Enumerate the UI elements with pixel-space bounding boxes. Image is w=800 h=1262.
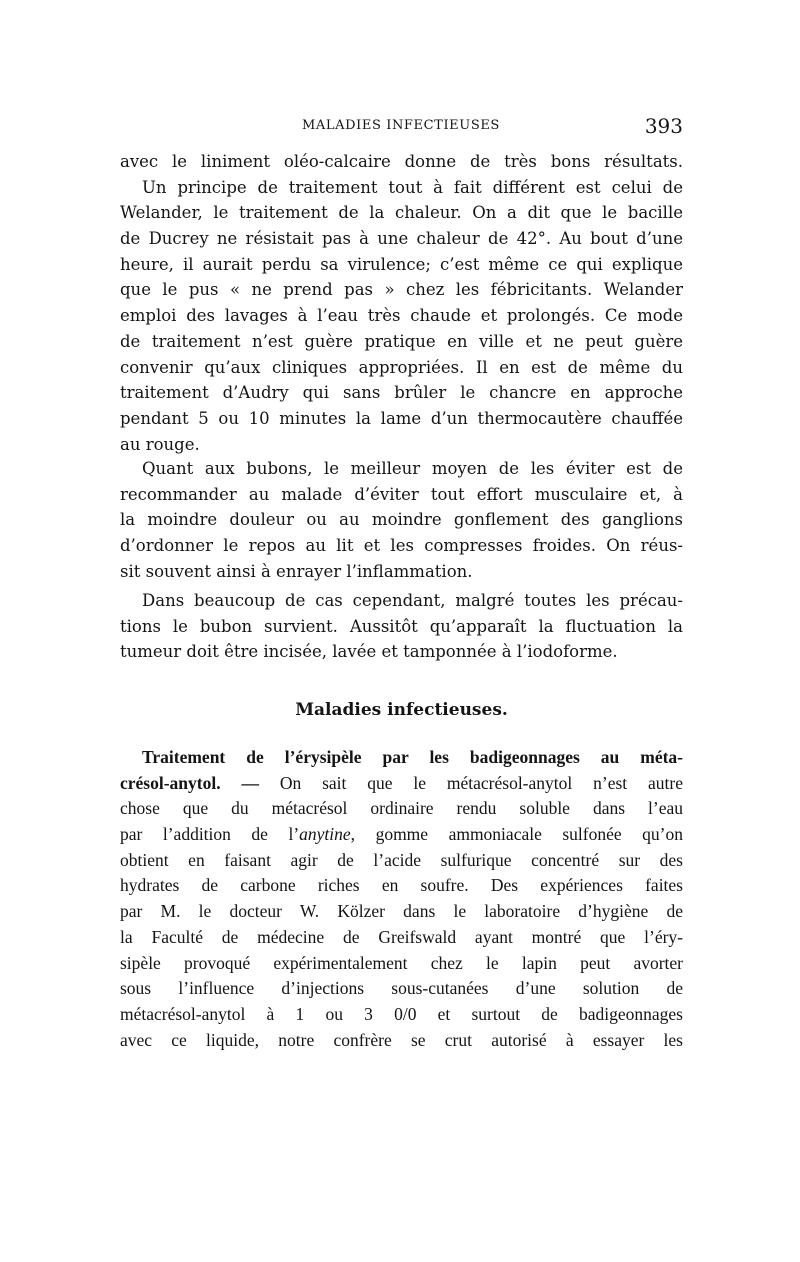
paragraph-bubon-incision [120,588,683,665]
text-line: avec ce liquide, notre confrère se crut autorisé à essayer les [120,1029,683,1050]
article-heading-continued: crésol-anytol. — [120,772,259,793]
text-line: au rouge. [120,434,200,454]
italic-term: anytine [299,824,351,845]
text-line: métacrésol-anytol à 1 ou 3 0/0 et surtout de badigeonnages [120,1003,683,1024]
text-line: la moindre douleur ou au moindre gonflement des ganglions [120,510,683,530]
paragraph-chancre-treatment [120,149,683,457]
section-heading: Maladies infectieuses. [295,700,508,720]
article-heading: Traitement de l’érysipèle par les badigeonnages au méta- [142,747,683,767]
text-line: la Faculté de médecine de Greifswald ayant montré que l’éry- [120,926,683,947]
text-line [120,822,683,848]
text-fragment: On sait que le métacrésol-anytol n’est autre [258,772,683,793]
paragraph-bubons [120,456,683,584]
text-line: par M. le docteur W. Kölzer dans le laboratoire d’hygiène de [120,901,683,922]
text-line: emploi des lavages à l’eau très chaude et prolongés. Ce mode [120,306,683,326]
text-line: traitement d’Audry qui sans brûler le chancre en approche [120,383,683,403]
text-line: que le pus « ne prend pas » chez les fébricitants. Welander [120,280,683,300]
text-line [120,745,683,771]
text-line: obtient en faisant agir de l’acide sulfurique concentré sur des [120,849,683,870]
text-line: convenir qu’aux cliniques appropriées. Il en est de même du [120,357,683,377]
text-line: Quant aux bubons, le meilleur moyen de les éviter est de [142,459,683,478]
text-line: sit souvent ainsi à enrayer l’inflammation. [120,561,473,581]
text-line: Un principe de traitement tout à fait différent est celui de [142,177,683,197]
text-line: chose que du métacrésol ordinaire rendu soluble dans l’eau [120,798,683,819]
text-fragment: , gomme ammoniacale sulfonée qu’on [350,824,683,845]
text-line: Dans beaucoup de cas cependant, malgré toutes les précau- [142,591,683,610]
running-title: MALADIES INFECTIEUSES [302,118,500,133]
text-line: tumeur doit être incisée, lavée et tamponnée à l’iodoforme. [120,642,618,662]
text-line: Welander, le traitement de la chaleur. On a dit que le bacille [120,203,683,223]
text-line: hydrates de carbone riches en soufre. Des expériences faites [120,875,683,896]
text-line: d’ordonner le repos au lit et les compresses froides. On réus- [120,536,683,556]
text-line: tions le bubon survient. Aussitôt qu’apparaît la fluctuation la [120,616,683,636]
text-line: pendant 5 ou 10 minutes la lame d’un thermocautère chauffée [120,408,683,428]
page-number: 393 [644,114,683,138]
text-line: heure, il aurait perdu sa virulence; c’est même ce qui explique [120,254,683,274]
text-fragment: par l’addition de l’ [120,824,300,845]
paragraph-erysipele [120,745,683,1053]
text-line: de Ducrey ne résistait pas à une chaleur de 42°. Au bout d’une [120,229,683,249]
text-line: recommander au malade d’éviter tout effort musculaire et, à [120,484,683,504]
text-line: sipèle provoqué expérimentalement chez le lapin peut avorter [120,952,683,973]
text-line: de traitement n’est guère pratique en ville et ne peut guère [120,331,683,351]
text-line: avec le liniment oléo-calcaire donne de très bons résultats. [120,152,683,171]
running-header [120,114,683,144]
text-line [120,771,683,797]
text-line: sous l’influence d’injections sous-cutanées d’une solution de [120,978,683,999]
